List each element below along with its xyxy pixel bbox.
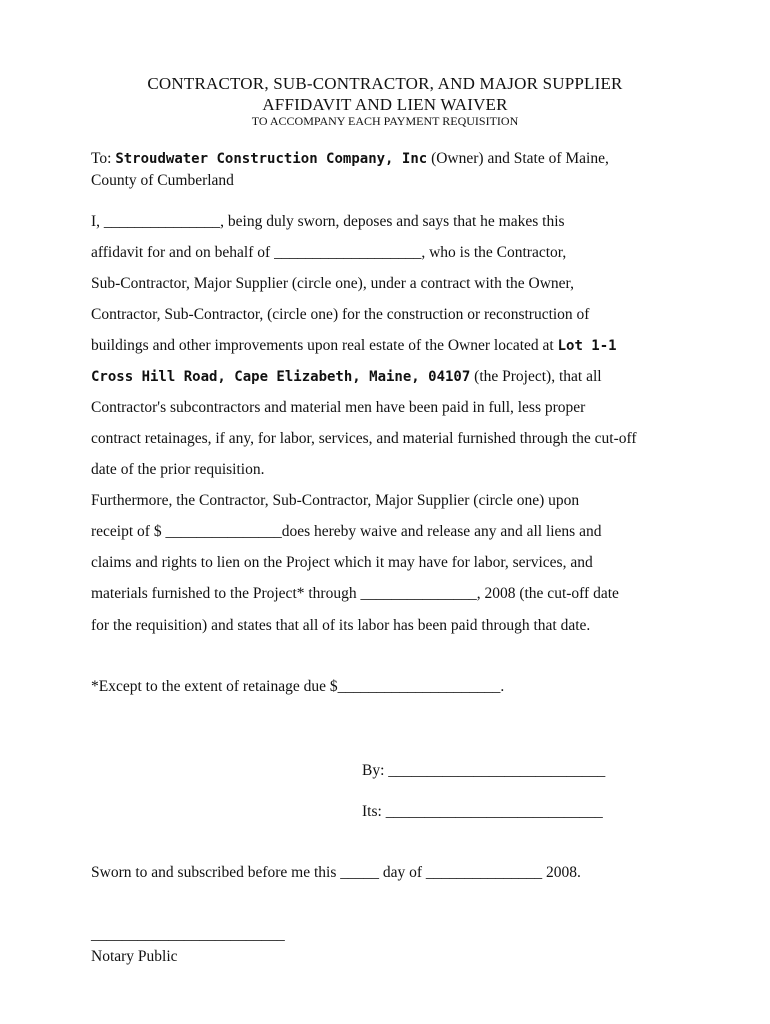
body-line-12: claims and rights to lien on the Project which it may have for labor, services, and xyxy=(91,554,593,571)
to-prefix: To: xyxy=(91,150,116,167)
retainage-exception: *Except to the extent of retainage due $_____________________. xyxy=(91,678,505,695)
owner-name: Stroudwater Construction Company, Inc xyxy=(115,151,428,167)
body-line-5 xyxy=(91,337,617,355)
by-label: By: xyxy=(362,762,385,779)
body-line-6-text: (the Project), that all xyxy=(470,368,602,385)
body-line-9: date of the prior requisition. xyxy=(91,461,265,478)
project-location-address: Cross Hill Road, Cape Elizabeth, Maine, 04107 xyxy=(91,369,471,385)
body-line-14: for the requisition) and states that all of its labor has been paid through that date. xyxy=(91,617,591,634)
body-line-6 xyxy=(91,368,602,386)
document-subtitle: TO ACCOMPANY EACH PAYMENT REQUISITION xyxy=(251,114,519,128)
project-location-lot: Lot 1-1 xyxy=(557,338,617,354)
its-label: Its: xyxy=(362,803,382,820)
by-signature-line xyxy=(362,762,605,780)
body-line-3: Sub-Contractor, Major Supplier (circle one), under a contract with the Owner, xyxy=(91,275,574,292)
body-line-5-text: buildings and other improvements upon real estate of the Owner located at xyxy=(91,337,558,354)
addressee-line xyxy=(91,150,609,168)
body-line-8: contract retainages, if any, for labor, services, and material furnished through the cut-off xyxy=(91,430,637,447)
body-line-4: Contractor, Sub-Contractor, (circle one) for the construction or reconstruction of xyxy=(91,306,590,323)
body-line-13: materials furnished to the Project* through _______________, 2008 (the cut-off date xyxy=(91,585,619,602)
its-title-line xyxy=(362,803,603,821)
notary-signature-line: _________________________ xyxy=(91,926,285,943)
county-line: County of Cumberland xyxy=(91,172,234,189)
body-line-10: Furthermore, the Contractor, Sub-Contractor, Major Supplier (circle one) upon xyxy=(91,492,580,509)
document-title-line2: AFFIDAVIT AND LIEN WAIVER xyxy=(262,95,508,114)
body-line-7: Contractor's subcontractors and material men have been paid in full, less proper xyxy=(91,399,586,416)
sworn-statement: Sworn to and subscribed before me this _____ day of _______________ 2008. xyxy=(91,864,581,881)
body-line-2: affidavit for and on behalf of ___________________, who is the Contractor, xyxy=(91,244,567,261)
notary-public-label: Notary Public xyxy=(91,948,178,965)
document-title-line1: CONTRACTOR, SUB-CONTRACTOR, AND MAJOR SUPPLIER xyxy=(147,74,623,93)
to-suffix: (Owner) and State of Maine, xyxy=(427,150,609,167)
body-line-1: I, _______________, being duly sworn, deposes and says that he makes this xyxy=(91,213,565,230)
its-blank: ____________________________ xyxy=(385,803,603,820)
by-blank: ____________________________ xyxy=(388,762,606,779)
body-line-11: receipt of $ _______________does hereby waive and release any and all liens and xyxy=(91,523,602,540)
